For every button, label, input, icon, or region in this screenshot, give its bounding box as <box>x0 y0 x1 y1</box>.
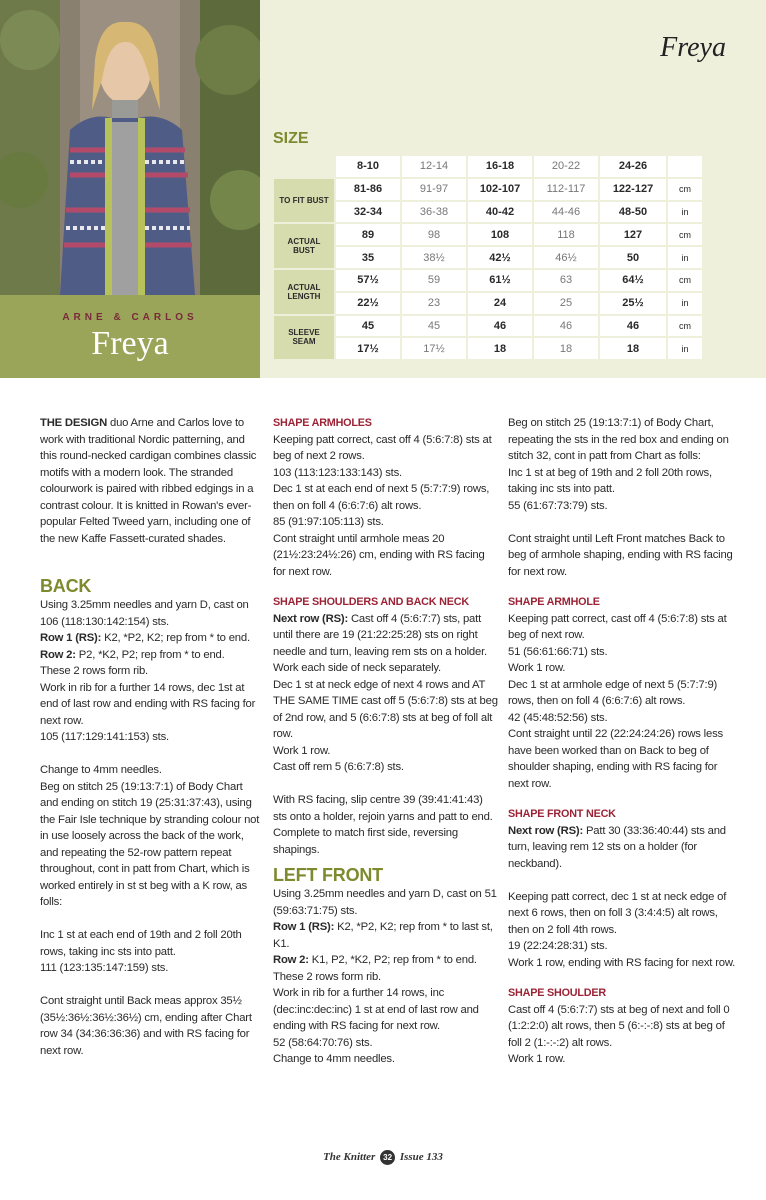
paragraph: Work 1 row. <box>508 662 566 674</box>
size-cell: 17½ <box>402 338 466 359</box>
paragraph: With RS facing, slip centre 39 (39:41:41:43) sts onto a holder, rejoin yarns and patt to end. <box>273 794 493 823</box>
stitch-count: 19 (22:24:28:31) sts. <box>508 940 608 952</box>
size-cell: 18 <box>468 338 532 359</box>
size-label-empty <box>274 156 334 177</box>
pattern-name: Freya <box>91 325 169 362</box>
row-instruction: Row 2: P2, *K2, P2; rep from * to end. <box>40 648 225 661</box>
paragraph: Beg on stitch 25 (19:13:7:1) of Body Chart, repeating the sts in the red box and ending on stitch 32, cont in patt from Chart as folls: <box>508 417 729 462</box>
size-cell: 63 <box>534 270 598 291</box>
size-cell: 48-50 <box>600 202 666 223</box>
paragraph: Cont straight until Left Front matches Back to beg of armhole shaping, ending with RS facing for next row. <box>508 532 733 578</box>
shape-shoulder-heading: SHAPE SHOULDER <box>508 987 606 999</box>
paragraph: Change to 4mm needles. <box>40 764 162 776</box>
paragraph: Cont straight until armhole meas 20 (21½:23:24½:26) cm, ending with RS facing for next row. <box>273 532 485 578</box>
paragraph: Using 3.25mm needles and yarn D, cast on 106 (118:130:142:154) sts. <box>40 599 249 628</box>
size-unit: in <box>668 247 702 268</box>
size-cell: 40-42 <box>468 202 532 223</box>
size-cell: 32-34 <box>336 202 400 223</box>
size-unit: cm <box>668 316 702 337</box>
stitch-count: 42 (45:48:52:56) sts. <box>508 711 608 724</box>
paragraph: Work 1 row. <box>508 1053 566 1065</box>
paragraph: Work in rib for a further 14 rows, dec 1st at end of last row and ending with RS facing for next row. <box>40 681 256 727</box>
row-instruction: Row 1 (RS): K2, *P2, K2; rep from * to end. <box>40 632 250 644</box>
size-cell: 122-127 <box>600 179 666 200</box>
stitch-count: 85 (91:97:105:113) sts. <box>273 516 384 528</box>
size-cell: 50 <box>600 247 666 268</box>
size-unit: in <box>668 293 702 314</box>
page-footer <box>0 1150 766 1165</box>
size-cell: 44-46 <box>534 202 598 223</box>
paragraph: Work 1 row. <box>273 744 331 757</box>
stitch-count: 55 (61:67:73:79) sts. <box>508 499 608 512</box>
size-cell: 24-26 <box>600 156 666 177</box>
paragraph: Cast off 4 (5:6:7:7) sts at beg of next and foll 0 (1:2:2:0) alt rows, then 5 (6:-:-:8) sts at beg of foll 2 (1:-:-:2) alt rows. <box>508 1003 730 1049</box>
back-heading: BACK <box>40 576 92 596</box>
size-cell: 25½ <box>600 293 666 314</box>
stitch-count: 103 (113:123:133:143) sts. <box>273 466 402 479</box>
size-cell: 42½ <box>468 247 532 268</box>
size-cell: 8-10 <box>336 156 400 177</box>
stitch-count: 105 (117:129:141:153) sts. <box>40 731 169 743</box>
size-cell: 61½ <box>468 270 532 291</box>
size-row <box>274 270 702 291</box>
size-cell: 127 <box>600 224 666 245</box>
size-cell: 36-38 <box>402 202 466 223</box>
size-unit: cm <box>668 224 702 245</box>
size-cell: 18 <box>534 338 598 359</box>
size-row <box>274 338 702 359</box>
size-cell: 64½ <box>600 270 666 291</box>
paragraph: Work in rib for a further 14 rows, inc (dec:inc:dec:inc) 1 st at end of last row and ending with RS facing for next row. <box>273 987 479 1032</box>
size-row-label: TO FIT BUST <box>274 179 334 223</box>
size-cell: 102-107 <box>468 179 532 200</box>
size-cell: 35 <box>336 247 400 268</box>
size-cell: 45 <box>402 316 466 337</box>
row-instruction: Next row (RS): Patt 30 (33:36:40:44) sts and turn, leaving rem 12 sts on a holder (for neckband). <box>508 824 726 870</box>
stitch-count: 111 (123:135:147:159) sts. <box>40 962 169 974</box>
size-row-label: ACTUAL BUST <box>274 224 334 268</box>
size-row <box>274 179 702 200</box>
size-unit: in <box>668 338 702 359</box>
header-panel <box>0 0 766 378</box>
size-cell: 81-86 <box>336 179 400 200</box>
size-cell: 38½ <box>402 247 466 268</box>
size-cell: 89 <box>336 224 400 245</box>
size-cell: 22½ <box>336 293 400 314</box>
left-front-heading: LEFT FRONT <box>273 865 383 885</box>
paragraph: Work 1 row, ending with RS facing for next row. <box>508 956 736 969</box>
row-instruction: Next row (RS): Cast off 4 (5:6:7:7) sts, patt until there are 19 (21:22:25:28) sts on right needle and turn, leaving rem sts on a holder. <box>273 612 487 658</box>
size-cell: 24 <box>468 293 532 314</box>
paragraph: Keeping patt correct, cast off 4 (5:6:7:8) sts at beg of next 2 rows. <box>273 433 492 462</box>
column-1 <box>40 415 262 1059</box>
size-cell: 118 <box>534 224 598 245</box>
paragraph: These 2 rows form rib. <box>273 970 381 983</box>
size-row-label: SLEEVE SEAM <box>274 316 334 360</box>
model-photo <box>0 0 260 295</box>
column-2 <box>273 415 498 1068</box>
stitch-count: 52 (58:64:70:76) sts. <box>273 1036 373 1049</box>
size-row <box>274 293 702 314</box>
shape-armholes-heading: SHAPE ARMHOLES <box>273 417 372 429</box>
size-row <box>274 316 702 337</box>
size-cell: 46 <box>600 316 666 337</box>
size-cell: 16-18 <box>468 156 532 177</box>
size-cell: 46 <box>468 316 532 337</box>
paragraph: Change to 4mm needles. <box>273 1053 395 1065</box>
shape-armhole-heading: SHAPE ARMHOLE <box>508 596 600 608</box>
size-row <box>274 247 702 268</box>
size-cell: 20-22 <box>534 156 598 177</box>
paragraph: Dec 1 st at armhole edge of next 5 (5:7:7:9) rows, then on foll 4 (6:6:7:6) alt rows. <box>508 678 718 707</box>
size-cell: 59 <box>402 270 466 291</box>
size-unit: cm <box>668 179 702 200</box>
pattern-name-box <box>0 295 260 378</box>
size-cell: 23 <box>402 293 466 314</box>
size-row <box>274 224 702 245</box>
size-cell: 18 <box>600 338 666 359</box>
size-row-label: ACTUAL LENGTH <box>274 270 334 314</box>
page-title: Freya <box>660 32 726 63</box>
size-cell: 98 <box>402 224 466 245</box>
paragraph: These 2 rows form rib. <box>40 665 148 677</box>
size-cell: 108 <box>468 224 532 245</box>
issue-number: Issue 133 <box>399 1151 443 1164</box>
paragraph: Cont straight until 22 (22:24:24:26) rows less have been worked than on Back to beg of shoulder shaping, ending with RS facing for next row. <box>508 728 723 790</box>
size-cell: 57½ <box>336 270 400 291</box>
size-unit: cm <box>668 270 702 291</box>
size-cell: 45 <box>336 316 400 337</box>
size-row <box>274 202 702 223</box>
paragraph: Keeping patt correct, cast off 4 (5:6:7:8) sts at beg of next row. <box>508 612 727 641</box>
size-cell: 112-117 <box>534 179 598 200</box>
paragraph: Complete to match first side, reversing shapings. <box>273 827 458 856</box>
paragraph: Using 3.25mm needles and yarn D, cast on 51 (59:63:71:75) sts. <box>273 888 497 917</box>
size-cell: 91-97 <box>402 179 466 200</box>
paragraph: Dec 1 st at each end of next 5 (5:7:7:9) rows, then on foll 4 (6:6:7:6) alt rows. <box>273 483 490 512</box>
size-cell: 25 <box>534 293 598 314</box>
paragraph: Keeping patt correct, dec 1 st at neck edge of next 6 rows, then on foll 3 (3:4:4:5) alt rows, then on 2 foll 4th rows. <box>508 890 727 936</box>
shape-shoulders-heading: SHAPE SHOULDERS AND BACK NECK <box>273 596 469 608</box>
paragraph: Beg on stitch 25 (19:13:7:1) of Body Chart and ending on stitch 19 (25:31:37:43), using the Fair Isle technique by stranding colour not in use loosely across the back of the work, and repeating the 52-row pattern repeat throughout, cont in patt from Chart, which is worked entirely in st st beg with a K row, as folls: <box>40 780 260 908</box>
size-heading: SIZE <box>273 130 309 147</box>
stitch-count: 51 (56:61:66:71) sts. <box>508 645 608 658</box>
size-unit <box>668 156 702 177</box>
paragraph: Work each side of neck separately. <box>273 662 441 674</box>
paragraph: Dec 1 st at neck edge of next 4 rows and AT THE SAME TIME cast off 5 (5:6:7:8) sts at beg of 2nd row, and 5 (6:6:7:8) sts at beg of foll alt row. <box>273 678 498 740</box>
design-intro: THE DESIGN duo Arne and Carlos love to work with traditional Nordic patterning, and this round-necked cardigan combines classic motifs with a modern look. The stranded colourwork is paired with ribbed edgings in a contrast colour. It is knitted in Rowan's ever-popular Felted Tweed yarn, including one of the new Kaffe Fassett-curated shades. <box>40 417 257 545</box>
size-unit: in <box>668 202 702 223</box>
row-instruction: Row 2: K1, P2, *K2, P2; rep from * to end. <box>273 954 477 966</box>
size-table <box>272 154 704 361</box>
size-cell: 46 <box>534 316 598 337</box>
size-cell: 17½ <box>336 338 400 359</box>
column-3 <box>508 415 736 1068</box>
paragraph: Inc 1 st at beg of 19th and 2 foll 20th rows, taking inc sts into patt. <box>508 466 712 495</box>
size-row <box>274 156 702 177</box>
row-instruction: Row 1 (RS): K2, *P2, K2; rep from * to last st, K1. <box>273 921 493 950</box>
page-number: 32 <box>380 1150 395 1165</box>
paragraph: Cont straight until Back meas approx 35½ (35½:36½:36½:36½) cm, ending after Chart row 34 (34:36:36:36) and with RS facing for next row. <box>40 995 252 1057</box>
size-cell: 12-14 <box>402 156 466 177</box>
paragraph: Cast off rem 5 (6:6:7:8) sts. <box>273 761 404 773</box>
paragraph: Inc 1 st at each end of 19th and 2 foll 20th rows, taking inc sts into patt. <box>40 929 242 958</box>
designer-name: ARNE & CARLOS <box>62 312 198 323</box>
magazine-name: The Knitter <box>323 1151 376 1164</box>
shape-front-neck-heading: SHAPE FRONT NECK <box>508 808 616 820</box>
size-cell: 46½ <box>534 247 598 268</box>
